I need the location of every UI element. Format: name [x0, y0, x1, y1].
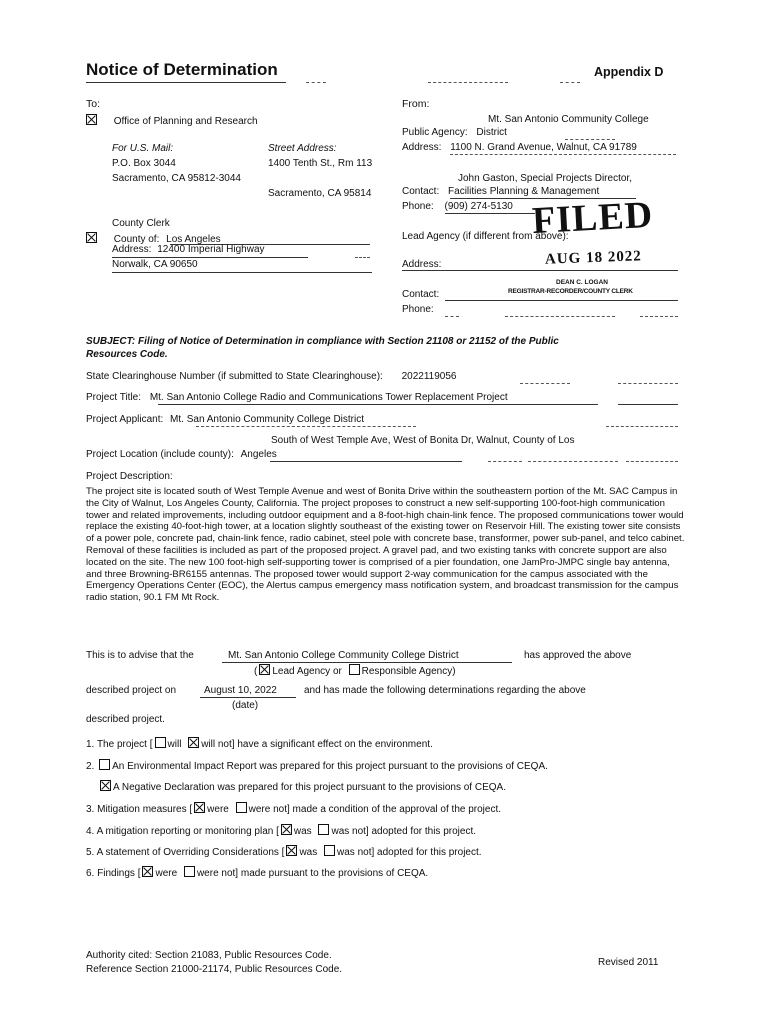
- contact-label: Contact:: [402, 186, 440, 197]
- phone2-dash: [445, 316, 459, 317]
- phone2-label: Phone:: [402, 304, 434, 315]
- project-description: The project site is located south of West Temple Avenue and west of Bonita Drive within the southeastern portion of the Mt. SAC Campus in the City of Walnut, Los Angeles County, California. The project proposes to construct a new self-supporting 100-foot-high communication tower and related improvements, including outdoor equipment and a 8-foot-high chain-link fence. The proposed communications tower would replace the existing 40-foot-high tower, at a location slightly southeast of the existing tower on Reservoir Hill. The existing tower site consists of a power pole, concrete pad, chain-link fence, radio cabinet, steel pole with concrete base, transformer, power sub-panel, and telco cabinet. Removal of these facilities is included as part of the proposed project. A gravel pad, and two existing tanks with concrete support are also located on the site. The new 100 foot-high self-supporting tower is comprised of a pier foundation, one JamPro-JMPC single bay antenna, and three Browning-BR6155 antennas. The proposed tower would support 2-way communication for the campus associated with the Emergency Operations Center (EOC), the Alertus campus emergency mass notification system, and broadcast transmission for the campus radio station, 90.1 FM Mt Rock.: [86, 486, 685, 604]
- reference-section: Reference Section 21000-21174, Public Resources Code.: [86, 964, 343, 975]
- location-value[interactable]: Angeles: [240, 449, 277, 460]
- header-dash: [560, 82, 580, 83]
- public-agency-label: Public Agency:: [402, 127, 468, 138]
- city-underline: [112, 272, 372, 273]
- d3-were-not-checkbox[interactable]: [236, 802, 247, 813]
- county-address-value[interactable]: 12400 Imperial Highway: [157, 244, 265, 255]
- from-address-value[interactable]: 1100 N. Grand Avenue, Walnut, CA 91789: [450, 142, 637, 153]
- determination-6: [86, 866, 428, 879]
- d6-were-label: were: [155, 868, 178, 879]
- applicant-underline: [196, 426, 416, 427]
- title-underline: [158, 404, 598, 405]
- mail-line1: P.O. Box 3044: [112, 158, 176, 169]
- d6-text: 6. Findings [: [86, 868, 141, 879]
- advise-suffix: has approved the above: [524, 650, 632, 661]
- address2-underline: [402, 270, 678, 271]
- filed-stamp-registrar: REGISTRAR-RECORDER/COUNTY CLERK: [508, 288, 633, 295]
- public-agency-value[interactable]: District: [476, 127, 507, 138]
- sch-row: [86, 371, 456, 382]
- filed-stamp-date: AUG 18 2022: [544, 248, 643, 268]
- sch-dash: [520, 383, 570, 384]
- public-agency-dash: [565, 139, 615, 140]
- d3-were-checkbox[interactable]: [194, 802, 205, 813]
- location-dash: [626, 461, 678, 462]
- d4-text: 4. A mitigation reporting or monitoring plan [: [86, 826, 279, 837]
- determination-2: [86, 759, 548, 772]
- responsible-agency-checkbox[interactable]: [349, 664, 360, 675]
- description-label: Project Description:: [86, 471, 173, 482]
- d2-eir-label: An Environmental Impact Report was prepared for this project pursuant to the provisions of CEQA.: [112, 761, 548, 772]
- subject-line2: Resources Code.: [86, 349, 168, 360]
- sch-value[interactable]: 2022119056: [401, 371, 457, 382]
- county-address-label: Address:: [112, 244, 152, 255]
- street-line1: 1400 Tenth St., Rm 113: [268, 158, 373, 169]
- contact-value[interactable]: Facilities Planning & Management: [448, 186, 600, 197]
- location-dash: [488, 461, 522, 462]
- county-city-value[interactable]: Norwalk, CA 90650: [112, 259, 198, 270]
- title-underline-extra: [618, 404, 678, 405]
- to-label: To:: [86, 98, 101, 110]
- d1-text: 1. The project [: [86, 739, 153, 750]
- from-label: From:: [402, 98, 430, 110]
- determination-1: [86, 737, 433, 750]
- described-prefix: described project on: [86, 685, 177, 696]
- street-line2: Sacramento, CA 95814: [268, 188, 372, 199]
- header-dash: [428, 82, 508, 83]
- responsible-agency-label: Responsible Agency): [361, 666, 456, 677]
- advise-agency-underline: [222, 662, 512, 663]
- contact-row: [402, 186, 599, 197]
- from-address-underline: [450, 154, 676, 155]
- public-agency-row: [402, 127, 507, 138]
- title-value[interactable]: Mt. San Antonio College Radio and Communications Tower Replacement Project: [149, 392, 508, 403]
- d3-were-label: were: [207, 804, 229, 815]
- location-row: [86, 449, 277, 460]
- subject-line1: SUBJECT: Filing of Notice of Determination in compliance with Section 21108 or 21152 of the Public: [86, 336, 559, 347]
- agency-type-row: ( Lead Agency or Responsible Agency): [254, 666, 456, 677]
- determination-2b: [98, 780, 506, 793]
- county-clerk-label: County Clerk: [112, 218, 170, 229]
- applicant-row: [86, 414, 364, 425]
- d4-was-not-label: was not] adopted for this project.: [331, 826, 476, 837]
- street-label: Street Address:: [268, 143, 337, 154]
- mail-label: For U.S. Mail:: [112, 143, 174, 154]
- d6-were-not-checkbox[interactable]: [184, 866, 195, 877]
- opr-checkbox-row: [84, 114, 258, 127]
- described-suffix: and has made the following determinations regarding the above: [304, 685, 586, 696]
- county-of-label: County of:: [113, 234, 160, 245]
- title-underline: [86, 82, 286, 83]
- d2-eir-checkbox[interactable]: [99, 759, 110, 770]
- page-title: Notice of Determination: [86, 60, 278, 79]
- from-agency-name: Mt. San Antonio Community College: [488, 114, 649, 125]
- d5-was-label: was: [299, 847, 318, 858]
- d5-was-checkbox[interactable]: [286, 845, 297, 856]
- location-dash: [528, 461, 618, 462]
- phone-label: Phone:: [402, 201, 434, 212]
- location-underline: [270, 461, 462, 462]
- contact2-label: Contact:: [402, 289, 440, 300]
- location-line1: South of West Temple Ave, West of Bonita Dr, Walnut, County of Los: [271, 435, 575, 446]
- determination-5: [86, 845, 482, 858]
- mail-line2: Sacramento, CA 95812-3044: [112, 173, 241, 184]
- d5-text: 5. A statement of Overriding Considerations [: [86, 847, 285, 858]
- d6-were-not-label: were not] made pursuant to the provisions of CEQA.: [196, 868, 429, 879]
- d2-number: 2.: [86, 761, 95, 772]
- d5-was-not-label: was not] adopted for this project.: [337, 847, 482, 858]
- d5-was-not-checkbox[interactable]: [324, 845, 335, 856]
- sch-dash: [618, 383, 678, 384]
- phone2-dash: [505, 316, 615, 317]
- title-label: Project Title:: [86, 392, 142, 403]
- phone-row: [402, 201, 513, 212]
- location-label: Project Location (include county):: [86, 449, 234, 460]
- d2-negdec-label: A Negative Declaration was prepared for this project pursuant to the provisions of CEQA.: [113, 782, 506, 793]
- county-clerk-checkbox[interactable]: [86, 232, 97, 243]
- d4-was-label: was: [293, 826, 312, 837]
- d1-will-not-label: will not] have a significant effect on the environment.: [201, 739, 433, 750]
- phone2-dash: [640, 316, 678, 317]
- title-row: [86, 392, 508, 403]
- described-project: described project.: [86, 714, 165, 725]
- determination-3: [86, 802, 501, 815]
- d3-text: 3. Mitigation measures [: [86, 804, 193, 815]
- phone-value[interactable]: (909) 274-5130: [444, 201, 513, 212]
- advise-agency[interactable]: Mt. San Antonio College Community College District: [228, 650, 459, 661]
- contact2-underline: [445, 300, 678, 301]
- lead-agency-label: Lead Agency (if different from above):: [402, 231, 569, 242]
- d4-was-not-checkbox[interactable]: [318, 824, 329, 835]
- revised-label: Revised 2011: [598, 957, 659, 968]
- from-address-row: [402, 142, 637, 153]
- county-of-value[interactable]: Los Angeles: [166, 234, 221, 245]
- lead-agency-checkbox[interactable]: [259, 664, 270, 675]
- opr-checkbox[interactable]: [86, 114, 97, 125]
- opr-label: Office of Planning and Research: [113, 116, 258, 127]
- approval-date[interactable]: August 10, 2022: [204, 685, 277, 696]
- d1-will-checkbox[interactable]: [155, 737, 166, 748]
- determination-4: [86, 824, 476, 837]
- filed-stamp: FILED: [530, 193, 655, 243]
- applicant-underline-extra: [606, 426, 678, 427]
- phone-underline: [445, 213, 535, 214]
- address-underline: [112, 257, 308, 258]
- authority-cited: Authority cited: Section 21083, Public Resources Code.: [86, 950, 332, 961]
- county-address-row: [112, 244, 265, 255]
- d3-were-not-label: were not] made a condition of the approval of the project.: [248, 804, 502, 815]
- from-address-label: Address:: [402, 142, 442, 153]
- lead-agency-label: Lead Agency or: [272, 666, 342, 677]
- address-dash: [355, 257, 370, 258]
- approval-date-underline: [200, 697, 296, 698]
- filed-stamp-name: DEAN C. LOGAN: [556, 279, 608, 286]
- address2-label: Address:: [402, 259, 442, 270]
- advise-prefix: This is to advise that the: [86, 650, 194, 661]
- d6-were-checkbox[interactable]: [142, 866, 153, 877]
- header-dash: [306, 82, 326, 83]
- sch-label: State Clearinghouse Number (if submitted to State Clearinghouse):: [86, 371, 383, 382]
- d1-will-label: will: [167, 739, 182, 750]
- d4-was-checkbox[interactable]: [281, 824, 292, 835]
- applicant-label: Project Applicant:: [86, 414, 164, 425]
- applicant-value[interactable]: Mt. San Antonio Community College District: [170, 414, 365, 425]
- date-label: (date): [232, 700, 259, 711]
- d1-will-not-checkbox[interactable]: [188, 737, 199, 748]
- d2-negdec-checkbox[interactable]: [100, 780, 111, 791]
- contact-name: John Gaston, Special Projects Director,: [458, 173, 632, 184]
- appendix-label: Appendix D: [594, 65, 664, 79]
